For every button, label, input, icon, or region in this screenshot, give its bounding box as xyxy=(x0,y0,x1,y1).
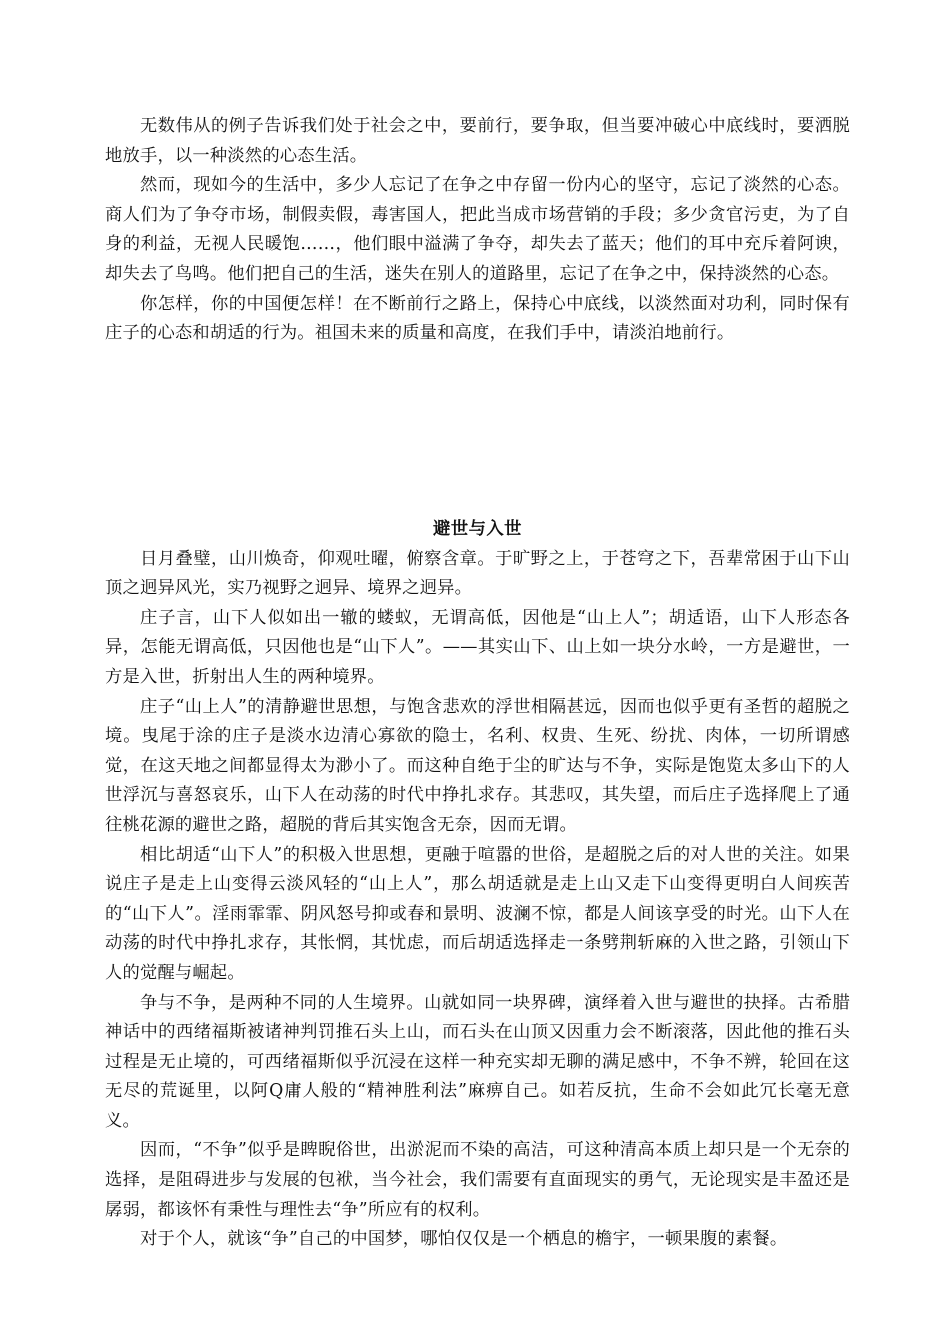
essay xyxy=(105,515,850,1255)
paragraph: 日月叠璧，山川焕奇，仰观吐曜，俯察含章。于旷野之上，于苍穹之下，吾辈常困于山下山顶之迥异风光，实乃视野之迥异、境界之迥异。 xyxy=(105,548,850,599)
essay-title: 避世与入世 xyxy=(433,519,522,539)
paragraph: 相比胡适“山下人”的积极入世思想，更融于喧嚣的世俗，是超脱之后的对人世的关注。如果说庄子是走上山变得云淡风轻的“山上人”，那么胡适就是走上山又走下山变得更明白人间疾苦的“山下人”。淫雨霏霏、阴风怒号抑或春和景明、波澜不惊，都是人间该享受的时光。山下人在动荡的时代中挣扎求存，其怅惘，其忧虑，而后胡适选择走一条劈荆斩麻的入世之路，引领山下人的觉醒与崛起。 xyxy=(105,844,850,983)
paragraph: 争与不争，是两种不同的人生境界。山就如同一块界碑，演绎着入世与避世的抉择。古希腊神话中的西绪福斯被诸神判罚推石头上山，而石头在山顶又因重力会不断滚落，因此他的推石头过程是无止境的，可西绪福斯似乎沉浸在这样一种充实却无聊的满足感中，不争不辨，轮回在这无尽的荒诞里，以阿Q庸人般的“精神胜利法”麻痹自己。如若反抗，生命不会如此冗长毫无意义。 xyxy=(105,992,850,1131)
paragraph: 你怎样，你的中国便怎样！在不断前行之路上，保持心中底线，以淡然面对功利，同时保有庄子的心态和胡适的行为。祖国未来的质量和高度，在我们手中，请淡泊地前行。 xyxy=(105,293,850,344)
paragraph: 庄子“山上人”的清静避世思想，与饱含悲欢的浮世相隔甚远，因而也似乎更有圣哲的超脱之境。曳尾于涂的庄子是淡水边清心寡欲的隐士，名利、权贵、生死、纷扰、肉体，一切所谓感觉，在这天地之间都显得太为渺小了。而这种自绝于尘的旷达与不争，实际是饱览太多山下的人世浮沉与喜怒哀乐，山下人在动荡的时代中挣扎求存。其悲叹，其失望，而后庄子选择爬上了通往桃花源的避世之路，超脱的背后其实饱含无奈，因而无谓。 xyxy=(105,696,850,835)
paragraph: 因而，“不争”似乎是睥睨俗世，出淤泥而不染的高洁，可这种清高本质上却只是一个无奈的选择，是阻碍进步与发展的包袱，当今社会，我们需要有直面现实的勇气，无论现实是丰盈还是孱弱，都该怀有秉性与理性去“争”所应有的权利。 xyxy=(105,1140,850,1220)
paragraph: 庄子言，山下人似如出一辙的蝼蚁，无谓高低，因他是“山上人”；胡适语，山下人形态各异，怎能无谓高低，只因他也是“山下人”。——其实山下、山上如一块分水岭，一方是避世，一方是入世，折射出人生的两种境界。 xyxy=(105,607,850,687)
paragraph: 对于个人，就该“争”自己的中国梦，哪怕仅仅是一个栖息的檐宇，一顿果腹的素餐。 xyxy=(140,1229,788,1250)
essay-continuation xyxy=(105,112,850,349)
paragraph: 然而，现如今的生活中，多少人忘记了在争之中存留一份内心的坚守，忘记了淡然的心态。商人们为了争夺市场，制假卖假，毒害国人，把此当成市场营销的手段；多少贪官污吏，为了自身的利益，无视人民暖饱……，他们眼中溢满了争夺，却失去了蓝天；他们的耳中充斥着阿谀，却失去了鸟鸣。他们把自己的生活，迷失在别人的道路里，忘记了在争之中，保持淡然的心态。 xyxy=(105,175,850,284)
paragraph: 无数伟从的例子告诉我们处于社会之中，要前行，要争取，但当要冲破心中底线时，要洒脱地放手，以一种淡然的心态生活。 xyxy=(105,116,850,166)
